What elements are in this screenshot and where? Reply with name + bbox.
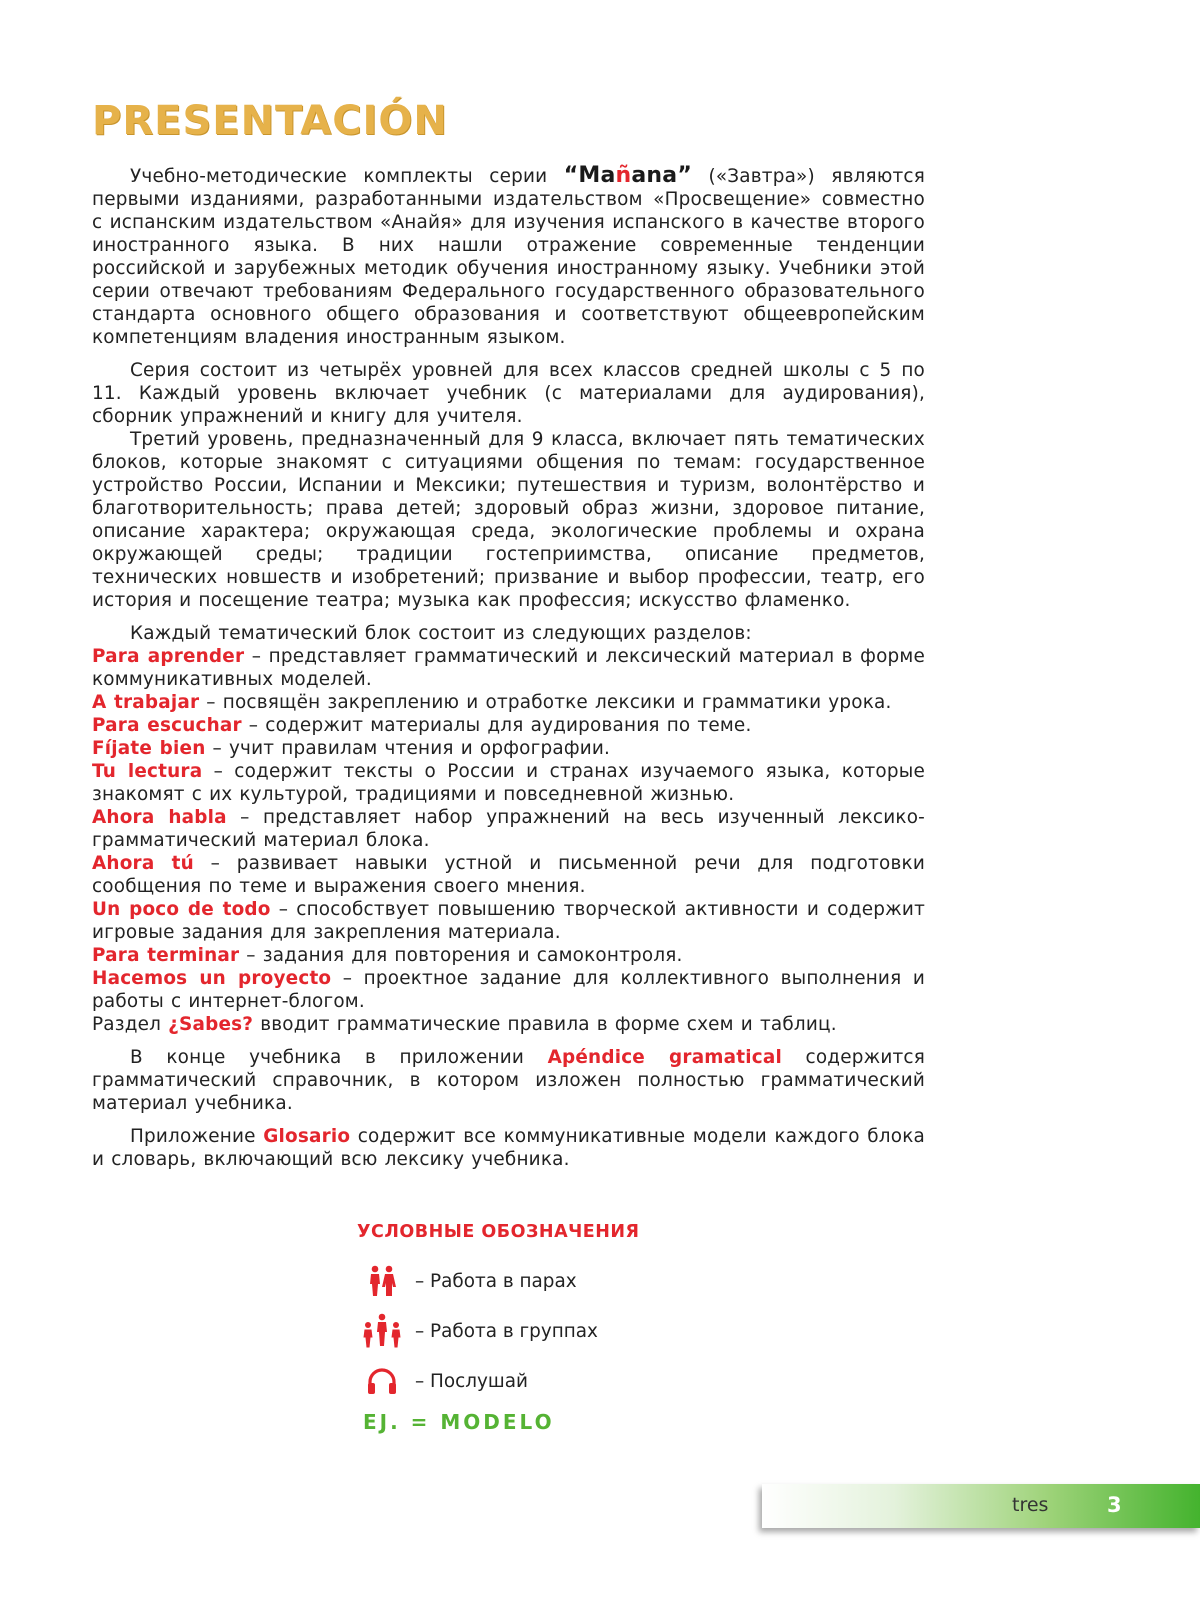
section-item: A trabajar – посвящён закреплению и отработке лексики и грамматики урока. (92, 692, 892, 713)
series-name: “Mañana” (563, 163, 693, 188)
sabes-item: Раздел ¿Sabes? вводит грамматические правила в форме схем и таблиц. (92, 1014, 837, 1035)
legend-pairs: – Работа в парах (357, 1256, 717, 1306)
section-item: Hacemos un proyecto – проектное задание для коллективного выполнения и работы с интернет-блогом. (92, 968, 925, 1012)
legend-listen: – Послушай (357, 1356, 717, 1406)
apendice-paragraph: В конце учебника в приложении Apéndice gramatical содержится грамматический справочник, в котором изложен полностью грамматический материал учебника. (92, 1047, 925, 1114)
section-item: Tu lectura – содержит тексты о России и странах изучаемого языка, которые знакомят с их культурой, традициями и повседневной жизнью. (92, 761, 925, 805)
intro-paragraph-4: Каждый тематический блок состоит из следующих разделов: (130, 623, 752, 644)
intro-paragraph-3: Третий уровень, предназначенный для 9 класса, включает пять тематических блоков, которые знакомят с ситуациями общения по темам: государственное устройство России, Испании и Мексики; путешествия и туризм, волонтёрство и благотворительность; права детей; здоровый образ жизни, здоровое питание, описание характера; окружающая среда, экологические проблемы и охрана окружающей среды; традиции гостеприимства, описание предметов, технических новшеств и изобретений; призвание и выбор профессии, театр, его история и посещение театра; музыка как профессия; искусство фламенко. (92, 429, 925, 611)
section-item: Para terminar – задания для повторения и самоконтроля. (92, 945, 683, 966)
page-number-word: tres (1012, 1494, 1049, 1516)
section-item: Ahora habla – представляет набор упражнений на весь изученный лексико-грамматический материал блока. (92, 807, 925, 851)
section-item: Para aprender – представляет грамматический и лексический материал в форме коммуникативных моделей. (92, 646, 925, 690)
section-item: Un poco de todo – способствует повышению творческой активности и содержит игровые задания для закрепления материала. (92, 899, 925, 943)
legend-groups: – Работа в группах (357, 1306, 717, 1356)
page-title: PRESENTACIÓN (92, 98, 448, 144)
section-item: Ahora tú – развивает навыки устной и письменной речи для подготовки сообщения по теме и выражения своего мнения. (92, 853, 925, 897)
legend-title: УСЛОВНЫЕ ОБОЗНАЧЕНИЯ (357, 1222, 640, 1242)
presentation-body (92, 164, 925, 1171)
page-number: 3 (1107, 1493, 1122, 1517)
intro-paragraph-2: Серия состоит из четырёх уровней для всех классов средней школы с 5 по 11. Каждый уровень включает учебник (с материалами для аудирования), сборник упражнений и книгу для учителя. (92, 360, 925, 427)
section-item: Para escuchar – содержит материалы для аудирования по теме. (92, 715, 752, 736)
section-item: Fíjate bien – учит правилам чтения и орфографии. (92, 738, 611, 759)
legend (357, 1222, 717, 1434)
headphones-icon (357, 1366, 407, 1396)
group-work-icon (357, 1313, 407, 1349)
modelo-label: EJ. = MODELO (363, 1410, 555, 1434)
intro-paragraph-1: Учебно-методические комплекты серии “Mañana” («Завтра») являются первыми изданиями, разработанными издательством «Просвещение» совместно с испанским издательством «Анайя» для изучения испанского в качестве второго иностранного языка. В них нашли отражение современные тенденции российской и зарубежных методик обучения иностранному языку. Учебники этой серии отвечают требованиям Федерального государственного образовательного стандарта основного общего образования и соответствуют общеевропейским компетенциям владения иностранным языком. (92, 163, 925, 348)
glosario-paragraph: Приложение Glosario содержит все коммуникативные модели каждого блока и словарь, включающий всю лексику учебника. (92, 1126, 925, 1170)
page-number-tab (762, 1484, 1200, 1528)
pair-work-icon (357, 1264, 407, 1298)
